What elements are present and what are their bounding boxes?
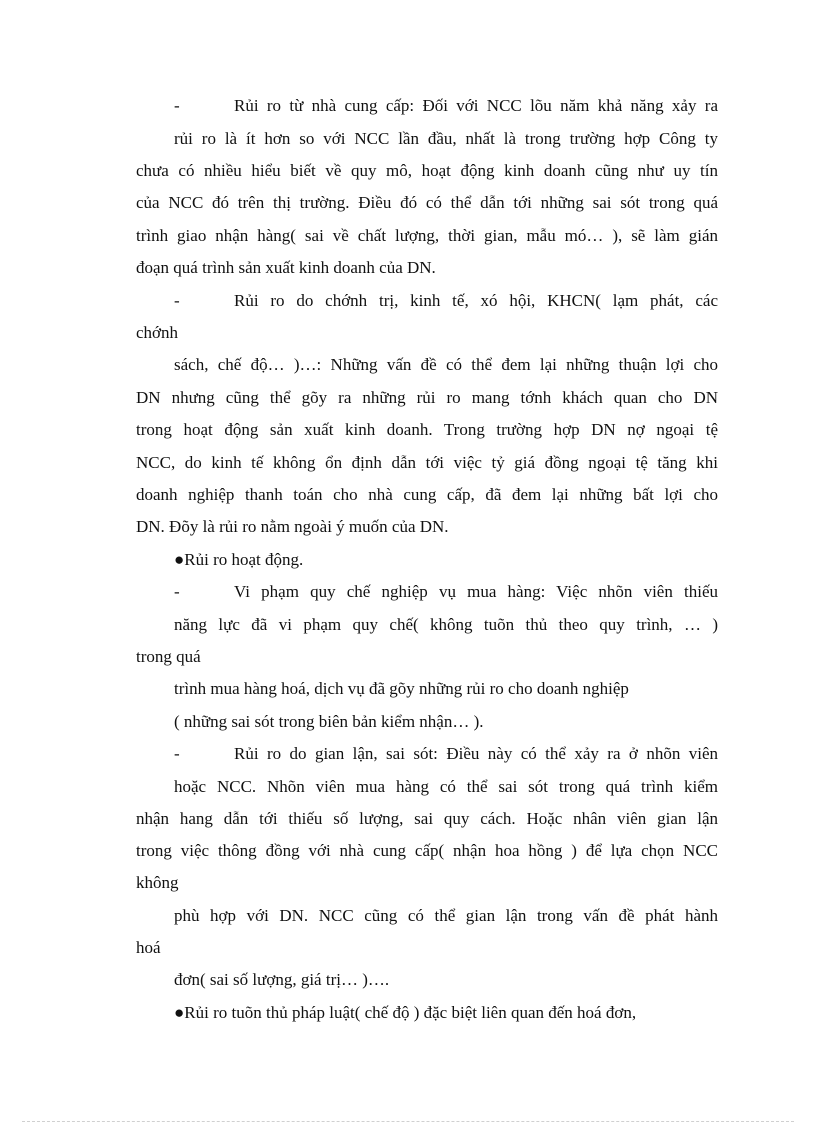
text-line: của NCC đó trên thị trường. Điều đó có thể dẫn tới những sai sót trong quá [136,193,718,212]
text-line: DN. Đõy là rủi ro nằm ngoài ý muốn của DN. [136,517,449,536]
text-line: hoặc NCC. Nhõn viên mua hàng có thể sai sót trong quá trình kiểm [174,777,718,796]
text-line: nhận hang dẫn tới thiếu số lượng, sai quy cách. Hoặc nhân viên gian lận [136,809,718,828]
list-dash: - [174,744,180,763]
text-line: doanh nghiệp thanh toán cho nhà cung cấp, đã đem lại những bất lợi cho [136,485,718,504]
text-line: Rủi ro do chớnh trị, kinh tế, xó hội, KHCN( lạm phát, các [234,291,718,310]
text-line: không [136,873,179,892]
page-bottom-border [22,1121,794,1122]
text-line: đoạn quá trình sản xuất kinh doanh của DN. [136,258,436,277]
text-line: chưa có nhiều hiểu biết về quy mô, hoạt động kinh doanh cũng như uy tín [136,161,718,180]
text-line: Vi phạm quy chế nghiệp vụ mua hàng: Việc nhõn viên thiếu [234,582,718,601]
text-line: trong hoạt động sản xuất kinh doanh. Trong trường hợp DN nợ ngoại tệ [136,420,718,439]
text-line: NCC, do kinh tế không ổn định dẫn tới việc tỷ giá đồng ngoại tệ tăng khi [136,453,718,472]
list-dash: - [174,582,180,601]
text-line: ( những sai sót trong biên bản kiểm nhận… ). [174,712,484,731]
text-line: trình giao nhận hàng( sai về chất lượng, thời gian, mẫu mó… ), sẽ làm gián [136,226,718,245]
section-bullet: ●Rủi ro tuõn thủ pháp luật( chế độ ) đặc biệt liên quan đến hoá đơn, [174,1003,637,1022]
text-line: hoá [136,938,161,957]
text-line: rủi ro là ít hơn so với NCC lần đầu, nhất là trong trường hợp Công ty [174,129,718,148]
text-line: Rủi ro do gian lận, sai sót: Điều này có thể xảy ra ở nhõn viên [234,744,718,763]
section-bullet: ●Rủi ro hoạt động. [174,550,304,569]
text-line: trong quá [136,647,201,666]
text-line: chớnh [136,323,179,342]
text-line: phù hợp với DN. NCC cũng có thể gian lận trong vấn đề phát hành [174,906,718,925]
text-line: Rủi ro từ nhà cung cấp: Đối với NCC lõu năm khả năng xảy ra [234,96,718,115]
text-line: trong việc thông đồng với nhà cung cấp( nhận hoa hồng ) để lựa chọn NCC [136,841,718,860]
text-line: sách, chế độ… )…: Những vấn đề có thể đem lại những thuận lợi cho [174,355,718,374]
text-line: đơn( sai số lượng, giá trị… )…. [174,970,390,989]
text-line: năng lực đã vi phạm quy chế( không tuõn thủ theo quy trình, … ) [174,615,718,634]
text-line: DN nhưng cũng thể gõy ra những rủi ro mang tớnh khách quan cho DN [136,388,718,407]
text-line: trình mua hàng hoá, dịch vụ đã gõy những rủi ro cho doanh nghiệp [174,679,629,698]
list-dash: - [174,291,180,310]
list-dash: - [174,96,180,115]
